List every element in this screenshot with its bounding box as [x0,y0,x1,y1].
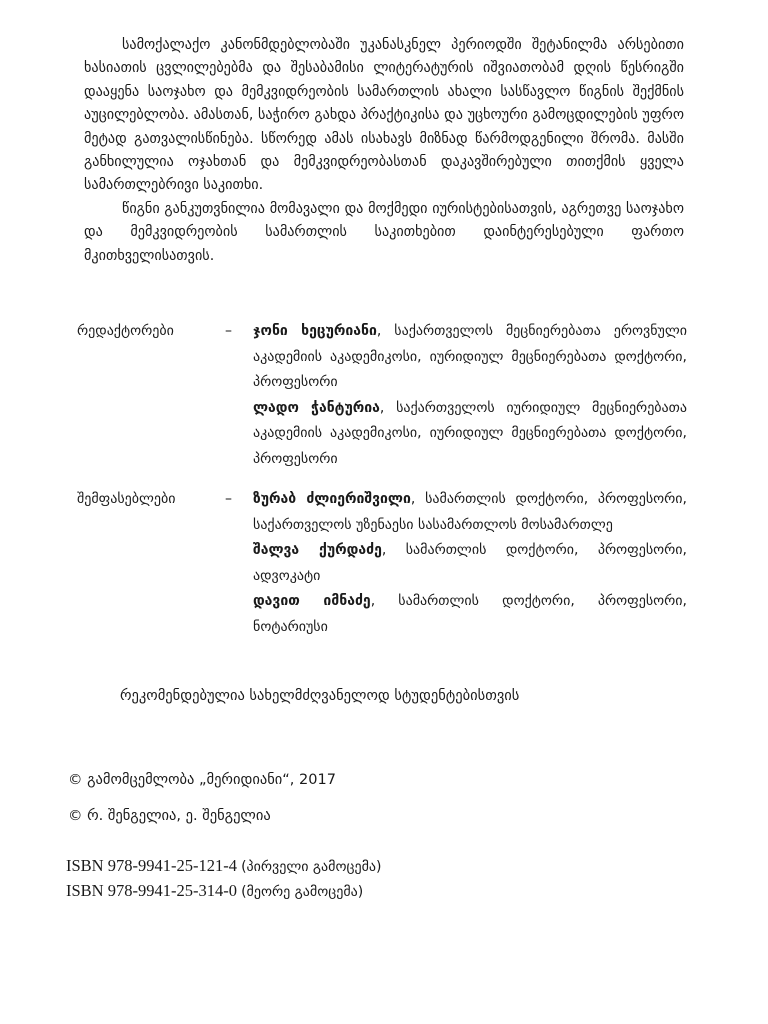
reviewer-entry [253,487,687,538]
editors-list [253,319,687,472]
reviewer-name: შალვა ქურდაძე [253,542,382,558]
dash: – [225,323,232,339]
editor-name: ლადო ჭანტურია [253,399,380,416]
editor-description: , საქართველოს იურიდიულ მეცნიერებათა აკადემიის აკადემიკოსი, იურიდიულ მეცნიერებათა დოქტორი, პროფესორი [253,399,687,467]
reviewer-entry [253,589,687,640]
editor-name: ჯონი ხეცურიანი [253,323,377,339]
reviewer-description: , სამართლის დოქტორი, პროფესორი, ადვოკატი [253,542,687,584]
copyright-authors: © რ. შენგელია, ე. შენგელია [68,808,271,824]
abstract-paragraph: სამოქალაქო კანონმდებლობაში უკანასკნელ პერიოდში შეტანილმა არსებითი ხასიათის ცვლილებებმა და შესაბამისი ლიტერატურის იშვიათობამ დღის წესრიგში დააყენა საოჯახო და მემკვიდრეობის სამართლის ახალი სასწავლო წიგნის შექმნის აუცილებლობა. ამასთან, საჭირო გახდა პრაქტიკისა და უცხოური გამოცდილების უფრო მეტად გათვალისწინება. სწორედ ამას ისახავს მიზნად წარმოდგენილი შრომა. მასში განხილულია ოჯახთან და მემკვიდრეობასთან დაკავშირებული თითქმის ყველა სამართლებრივი საკითხი. [84,37,684,194]
reviewers-section [77,487,687,640]
isbn-edition-label: (მეორე გამოცემა) [241,884,364,900]
recommendation-line: რეკომენდებულია სახელმძღვანელოდ სტუდენტებისთვის [120,688,520,704]
isbn-edition-label: (პირველი გამოცემა) [241,859,382,875]
reviewer-name: დავით იმნაძე [253,593,371,609]
reviewers-label: შემფასებლები [77,491,176,507]
editor-description: , საქართველოს მეცნიერებათა ეროვნული აკადემიის აკადემიკოსი, იურიდიულ მეცნიერებათა დოქტორი, პროფესორი [253,323,688,390]
isbn-second-edition [66,880,363,903]
reviewer-name: ზურაბ ძლიერიშვილი [253,491,411,507]
reviewer-description: , სამართლის დოქტორი, პროფესორი, საქართველოს უზენაესი სასამართლოს მოსამართლე [253,491,688,533]
reviewer-entry [253,538,687,589]
reviewers-list [253,487,687,640]
isbn-number: ISBN 978-9941-25-121-4 [66,856,237,875]
copyright-publisher: © გამომცემლობა „მერიდიანი“, 2017 [68,772,336,788]
reviewer-description: , სამართლის დოქტორი, პროფესორი, ნოტარიუსი [253,593,688,635]
editor-entry [253,319,687,396]
editors-section [77,319,687,472]
isbn-number: ISBN 978-9941-25-314-0 [66,881,237,900]
abstract-block [84,34,684,268]
dash: – [225,491,232,507]
editors-label: რედაქტორები [77,323,174,339]
editor-entry [253,396,687,473]
abstract-paragraph: წიგნი განკუთვნილია მომავალი და მოქმედი იურისტებისათვის, აგრეთვე საოჯახო და მემკვიდრეობის სამართლის საკითხებით დაინტერესებული ფართო მკითხველისათვის. [84,200,684,264]
isbn-first-edition [66,855,381,878]
